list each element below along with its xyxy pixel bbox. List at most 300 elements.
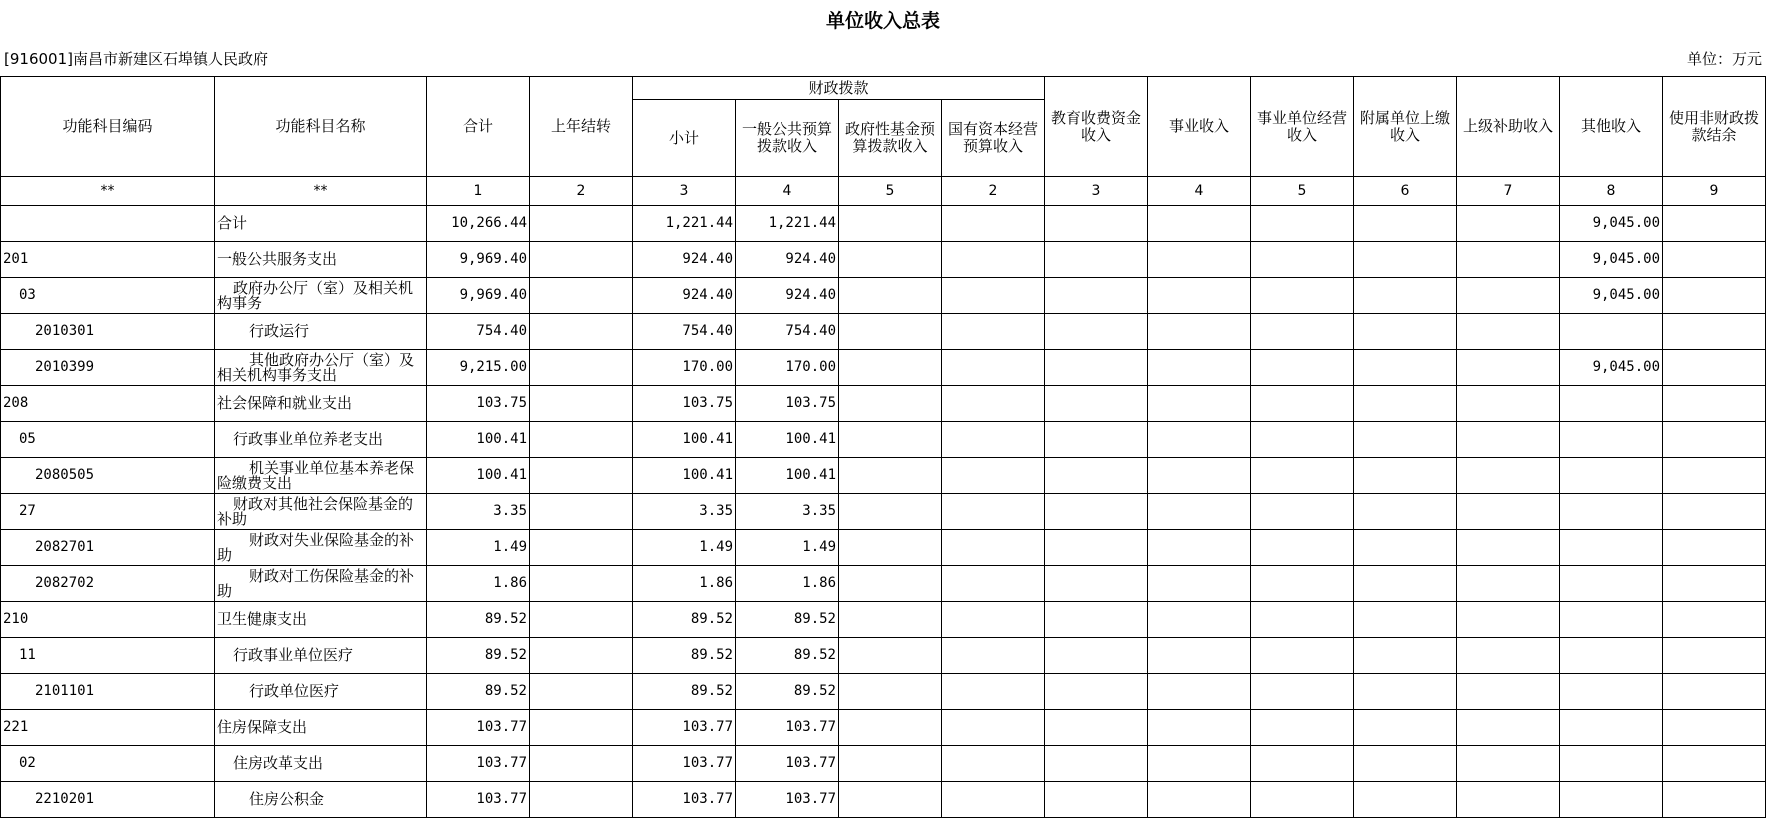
amount-cell: 89.52 [633, 674, 736, 710]
column-index: 5 [839, 177, 942, 206]
amount-cell: 9,045.00 [1560, 242, 1663, 278]
amount-cell [1457, 314, 1560, 350]
amount-cell [1560, 710, 1663, 746]
amount-cell [942, 674, 1045, 710]
amount-cell [1251, 314, 1354, 350]
amount-cell: 89.52 [736, 638, 839, 674]
amount-cell: 754.40 [427, 314, 530, 350]
amount-cell [1457, 206, 1560, 242]
amount-cell [1457, 350, 1560, 386]
column-index: 3 [633, 177, 736, 206]
table-body [1, 206, 1766, 818]
amount-cell [942, 566, 1045, 602]
amount-cell: 103.77 [633, 746, 736, 782]
header-business-income: 事业收入 [1148, 77, 1251, 177]
amount-cell: 100.41 [736, 422, 839, 458]
amount-cell [942, 314, 1045, 350]
amount-cell [1560, 494, 1663, 530]
amount-cell: 924.40 [736, 242, 839, 278]
amount-cell [1354, 314, 1457, 350]
function-code-cell: 02 [1, 746, 215, 782]
function-name-cell: 卫生健康支出 [215, 602, 427, 638]
amount-cell: 924.40 [633, 242, 736, 278]
table-row [1, 350, 1766, 386]
amount-cell [1045, 782, 1148, 818]
amount-cell [1457, 710, 1560, 746]
amount-cell [1560, 314, 1663, 350]
table-row [1, 278, 1766, 314]
amount-cell [1251, 242, 1354, 278]
amount-cell [1148, 746, 1251, 782]
amount-cell [1560, 422, 1663, 458]
amount-cell: 100.41 [427, 422, 530, 458]
amount-cell: 89.52 [736, 602, 839, 638]
amount-cell [1354, 350, 1457, 386]
amount-cell [839, 746, 942, 782]
amount-cell [1663, 458, 1766, 494]
amount-cell: 100.41 [427, 458, 530, 494]
function-code-cell: 11 [1, 638, 215, 674]
column-index: 4 [736, 177, 839, 206]
amount-cell [839, 458, 942, 494]
column-index: 4 [1148, 177, 1251, 206]
function-name-cell: 住房公积金 [215, 782, 427, 818]
amount-cell: 9,215.00 [427, 350, 530, 386]
amount-cell [1251, 458, 1354, 494]
amount-cell [1045, 530, 1148, 566]
amount-cell [1663, 350, 1766, 386]
table-row [1, 602, 1766, 638]
column-index: 1 [427, 177, 530, 206]
amount-cell: 9,045.00 [1560, 350, 1663, 386]
amount-cell [1148, 566, 1251, 602]
header-code: 功能科目编码 [1, 77, 215, 177]
function-name-cell: 住房保障支出 [215, 710, 427, 746]
amount-cell: 89.52 [633, 602, 736, 638]
function-name-cell: 社会保障和就业支出 [215, 386, 427, 422]
amount-cell [1148, 710, 1251, 746]
amount-cell [1663, 710, 1766, 746]
amount-cell [1045, 746, 1148, 782]
amount-cell: 3.35 [633, 494, 736, 530]
amount-cell [839, 530, 942, 566]
table-row [1, 494, 1766, 530]
amount-cell [530, 782, 633, 818]
function-code-cell: 221 [1, 710, 215, 746]
amount-cell [1251, 530, 1354, 566]
amount-cell: 1.49 [633, 530, 736, 566]
amount-cell [1148, 458, 1251, 494]
amount-cell [1354, 602, 1457, 638]
amount-cell [1354, 206, 1457, 242]
amount-cell [1560, 782, 1663, 818]
amount-cell: 1.86 [427, 566, 530, 602]
column-index-row [1, 177, 1766, 206]
amount-cell: 89.52 [427, 674, 530, 710]
amount-cell [1251, 602, 1354, 638]
function-code-cell: 208 [1, 386, 215, 422]
amount-cell [1045, 602, 1148, 638]
amount-cell [1560, 566, 1663, 602]
amount-cell [1560, 746, 1663, 782]
column-index: 2 [942, 177, 1045, 206]
amount-cell [1251, 494, 1354, 530]
amount-cell [942, 782, 1045, 818]
function-name-cell: 合计 [215, 206, 427, 242]
amount-cell: 170.00 [633, 350, 736, 386]
amount-cell [942, 638, 1045, 674]
column-index: 9 [1663, 177, 1766, 206]
column-index: 2 [530, 177, 633, 206]
function-name-cell: 财政对工伤保险基金的补助 [215, 566, 427, 602]
amount-cell [942, 206, 1045, 242]
header-gov-fund: 政府性基金预算拨款收入 [839, 100, 942, 177]
header-education-fee: 教育收费资金收入 [1045, 77, 1148, 177]
amount-cell [1045, 674, 1148, 710]
amount-cell [1045, 350, 1148, 386]
amount-cell [839, 602, 942, 638]
amount-cell [1663, 314, 1766, 350]
amount-cell [1251, 386, 1354, 422]
currency-unit-label: 单位：万元 [1686, 50, 1762, 68]
amount-cell: 103.75 [427, 386, 530, 422]
function-code-cell: 210 [1, 602, 215, 638]
table-row [1, 458, 1766, 494]
amount-cell [1457, 458, 1560, 494]
table-row [1, 422, 1766, 458]
amount-cell [1663, 494, 1766, 530]
amount-cell [1045, 494, 1148, 530]
function-name-cell: 行政运行 [215, 314, 427, 350]
amount-cell [942, 386, 1045, 422]
amount-cell [942, 530, 1045, 566]
amount-cell: 9,969.40 [427, 278, 530, 314]
amount-cell [1148, 494, 1251, 530]
amount-cell: 1.86 [633, 566, 736, 602]
amount-cell [530, 386, 633, 422]
amount-cell [1663, 638, 1766, 674]
amount-cell [1663, 566, 1766, 602]
amount-cell: 3.35 [427, 494, 530, 530]
table-row [1, 782, 1766, 818]
amount-cell [1045, 566, 1148, 602]
amount-cell: 103.75 [633, 386, 736, 422]
amount-cell [1045, 422, 1148, 458]
function-code-cell: 2010301 [1, 314, 215, 350]
amount-cell [1457, 278, 1560, 314]
amount-cell [1148, 242, 1251, 278]
table-row [1, 242, 1766, 278]
amount-cell [530, 674, 633, 710]
amount-cell: 103.77 [427, 710, 530, 746]
amount-cell [530, 314, 633, 350]
amount-cell [1457, 746, 1560, 782]
table-row [1, 314, 1766, 350]
amount-cell [942, 602, 1045, 638]
function-name-cell: 住房改革支出 [215, 746, 427, 782]
amount-cell [1663, 278, 1766, 314]
function-name-cell: 政府办公厅（室）及相关机构事务 [215, 278, 427, 314]
amount-cell [1045, 278, 1148, 314]
table-row [1, 566, 1766, 602]
amount-cell: 1,221.44 [736, 206, 839, 242]
amount-cell [942, 278, 1045, 314]
amount-cell [1457, 638, 1560, 674]
amount-cell [1251, 350, 1354, 386]
amount-cell [1148, 350, 1251, 386]
amount-cell [1354, 422, 1457, 458]
amount-cell: 9,045.00 [1560, 206, 1663, 242]
table-row [1, 638, 1766, 674]
amount-cell: 103.77 [633, 710, 736, 746]
function-name-cell: 其他政府办公厅（室）及相关机构事务支出 [215, 350, 427, 386]
unit-name: [916001]南昌市新建区石埠镇人民政府 [4, 50, 268, 68]
amount-cell: 1.49 [736, 530, 839, 566]
amount-cell [1457, 602, 1560, 638]
amount-cell [1148, 278, 1251, 314]
amount-cell: 10,266.44 [427, 206, 530, 242]
amount-cell: 9,045.00 [1560, 278, 1663, 314]
amount-cell: 89.52 [427, 638, 530, 674]
amount-cell: 103.77 [736, 710, 839, 746]
header-fiscal-group: 财政拨款 [633, 77, 1045, 100]
amount-cell [1457, 242, 1560, 278]
amount-cell [530, 242, 633, 278]
amount-cell [1148, 674, 1251, 710]
column-index: 7 [1457, 177, 1560, 206]
function-name-cell: 财政对失业保险基金的补助 [215, 530, 427, 566]
column-index: 5 [1251, 177, 1354, 206]
header-total: 合计 [427, 77, 530, 177]
amount-cell [1251, 638, 1354, 674]
function-code-cell: 2082701 [1, 530, 215, 566]
amount-cell [530, 206, 633, 242]
function-code-cell: 27 [1, 494, 215, 530]
amount-cell: 89.52 [633, 638, 736, 674]
function-code-cell: 03 [1, 278, 215, 314]
amount-cell [1457, 782, 1560, 818]
amount-cell [530, 422, 633, 458]
header-state-capital: 国有资本经营预算收入 [942, 100, 1045, 177]
amount-cell: 103.75 [736, 386, 839, 422]
amount-cell [1457, 566, 1560, 602]
table-row [1, 746, 1766, 782]
amount-cell [530, 494, 633, 530]
amount-cell [839, 278, 942, 314]
amount-cell [1663, 530, 1766, 566]
amount-cell: 3.35 [736, 494, 839, 530]
amount-cell [942, 710, 1045, 746]
amount-cell [1148, 602, 1251, 638]
table-row [1, 530, 1766, 566]
amount-cell [839, 674, 942, 710]
amount-cell [1457, 494, 1560, 530]
amount-cell [1045, 206, 1148, 242]
amount-cell [839, 242, 942, 278]
amount-cell [1251, 206, 1354, 242]
amount-cell [1148, 386, 1251, 422]
table-row [1, 674, 1766, 710]
amount-cell [1663, 422, 1766, 458]
amount-cell [1251, 674, 1354, 710]
amount-cell [1148, 782, 1251, 818]
amount-cell [1045, 710, 1148, 746]
amount-cell: 103.77 [427, 746, 530, 782]
amount-cell: 170.00 [736, 350, 839, 386]
header-other-income: 其他收入 [1560, 77, 1663, 177]
function-name-cell: 一般公共服务支出 [215, 242, 427, 278]
table-row [1, 206, 1766, 242]
amount-cell [1560, 386, 1663, 422]
amount-cell: 103.77 [427, 782, 530, 818]
amount-cell: 1.49 [427, 530, 530, 566]
function-code-cell: 2101101 [1, 674, 215, 710]
amount-cell [1045, 386, 1148, 422]
amount-cell [1045, 314, 1148, 350]
function-code-cell: 2210201 [1, 782, 215, 818]
column-index: ** [215, 177, 427, 206]
amount-cell [942, 458, 1045, 494]
amount-cell [1663, 782, 1766, 818]
function-name-cell: 财政对其他社会保险基金的补助 [215, 494, 427, 530]
amount-cell [1663, 602, 1766, 638]
amount-cell [1354, 458, 1457, 494]
amount-cell [1354, 638, 1457, 674]
amount-cell [1560, 458, 1663, 494]
function-name-cell: 机关事业单位基本养老保险缴费支出 [215, 458, 427, 494]
amount-cell [1354, 782, 1457, 818]
amount-cell [530, 746, 633, 782]
amount-cell [1148, 422, 1251, 458]
amount-cell: 9,969.40 [427, 242, 530, 278]
table-row [1, 386, 1766, 422]
header-name: 功能科目名称 [215, 77, 427, 177]
amount-cell [1354, 494, 1457, 530]
column-index: 3 [1045, 177, 1148, 206]
amount-cell [1560, 602, 1663, 638]
header-non-fiscal-balance: 使用非财政拨款结余 [1663, 77, 1766, 177]
amount-cell [839, 314, 942, 350]
column-index: 6 [1354, 177, 1457, 206]
amount-cell [1251, 278, 1354, 314]
amount-cell [1354, 386, 1457, 422]
amount-cell [1457, 674, 1560, 710]
amount-cell [839, 386, 942, 422]
amount-cell [1148, 314, 1251, 350]
amount-cell [530, 278, 633, 314]
amount-cell [839, 782, 942, 818]
amount-cell [1251, 782, 1354, 818]
amount-cell [942, 350, 1045, 386]
amount-cell: 1.86 [736, 566, 839, 602]
amount-cell: 103.77 [633, 782, 736, 818]
amount-cell [1251, 422, 1354, 458]
amount-cell [1354, 530, 1457, 566]
amount-cell [1148, 206, 1251, 242]
report-title: 单位收入总表 [825, 10, 940, 32]
amount-cell: 103.77 [736, 782, 839, 818]
function-code-cell: 2082702 [1, 566, 215, 602]
amount-cell [1045, 458, 1148, 494]
column-index: 8 [1560, 177, 1663, 206]
amount-cell [1663, 386, 1766, 422]
amount-cell [1251, 746, 1354, 782]
amount-cell [1251, 566, 1354, 602]
amount-cell [839, 494, 942, 530]
amount-cell [1663, 746, 1766, 782]
amount-cell [530, 602, 633, 638]
amount-cell [1354, 746, 1457, 782]
amount-cell: 100.41 [736, 458, 839, 494]
amount-cell [1560, 638, 1663, 674]
table-row [1, 710, 1766, 746]
function-code-cell: 201 [1, 242, 215, 278]
amount-cell [1457, 530, 1560, 566]
amount-cell [839, 350, 942, 386]
amount-cell [1560, 530, 1663, 566]
header-affiliated-income: 附属单位上缴收入 [1354, 77, 1457, 177]
amount-cell [1045, 638, 1148, 674]
function-code-cell: 2010399 [1, 350, 215, 386]
amount-cell [1663, 242, 1766, 278]
amount-cell [1560, 674, 1663, 710]
header-operating-income: 事业单位经营收入 [1251, 77, 1354, 177]
amount-cell: 100.41 [633, 458, 736, 494]
amount-cell [839, 422, 942, 458]
amount-cell: 754.40 [633, 314, 736, 350]
header-superior-subsidy: 上级补助收入 [1457, 77, 1560, 177]
function-name-cell: 行政事业单位医疗 [215, 638, 427, 674]
amount-cell: 924.40 [736, 278, 839, 314]
amount-cell [1354, 566, 1457, 602]
amount-cell [839, 710, 942, 746]
amount-cell [1457, 422, 1560, 458]
amount-cell [530, 710, 633, 746]
amount-cell [530, 350, 633, 386]
amount-cell [1148, 638, 1251, 674]
amount-cell [942, 422, 1045, 458]
amount-cell: 754.40 [736, 314, 839, 350]
amount-cell [1354, 278, 1457, 314]
function-name-cell: 行政单位医疗 [215, 674, 427, 710]
amount-cell [942, 242, 1045, 278]
amount-cell [1457, 386, 1560, 422]
header-subtotal: 小计 [633, 100, 736, 177]
amount-cell: 89.52 [736, 674, 839, 710]
amount-cell [1354, 674, 1457, 710]
amount-cell [839, 206, 942, 242]
amount-cell [1045, 242, 1148, 278]
amount-cell [530, 638, 633, 674]
function-name-cell: 行政事业单位养老支出 [215, 422, 427, 458]
amount-cell [530, 566, 633, 602]
column-index: ** [1, 177, 215, 206]
amount-cell [1251, 710, 1354, 746]
amount-cell [1663, 674, 1766, 710]
amount-cell [839, 638, 942, 674]
income-summary-table [0, 76, 1766, 818]
amount-cell [1354, 242, 1457, 278]
amount-cell: 89.52 [427, 602, 530, 638]
amount-cell [839, 566, 942, 602]
amount-cell [530, 530, 633, 566]
header-general-budget: 一般公共预算拨款收入 [736, 100, 839, 177]
amount-cell [942, 494, 1045, 530]
function-code-cell: 2080505 [1, 458, 215, 494]
function-code-cell [1, 206, 215, 242]
function-code-cell: 05 [1, 422, 215, 458]
amount-cell [1663, 206, 1766, 242]
